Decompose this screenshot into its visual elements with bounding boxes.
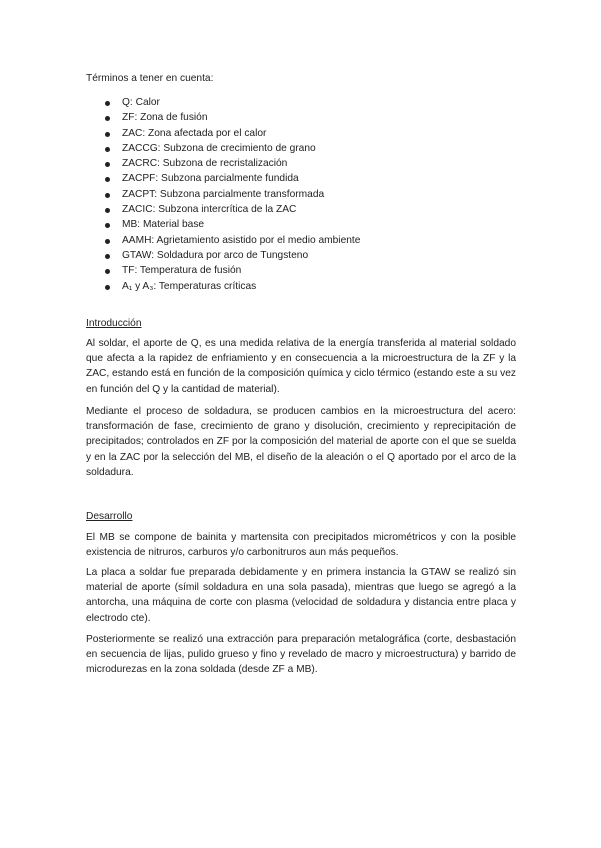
list-item: Q: Calor — [86, 95, 516, 110]
list-item: TF: Temperatura de fusión — [86, 263, 516, 278]
list-item: ZF: Zona de fusión — [86, 110, 516, 125]
section-heading-desarrollo: Desarrollo — [86, 511, 133, 522]
list-item: ZACPT: Subzona parcialmente transformada — [86, 187, 516, 202]
paragraph-introduccion-1: Al soldar, el aporte de Q, es una medida relativa de la energía transferida al material soldado que afecta a la rapidez de enfriamiento y en consecuencia a la microestructura de la ZF y la ZAC, estando está en función de la composición química y ciclo térmico (estando este a su vez en función del Q y la cantidad de material). — [86, 338, 516, 395]
bullet-icon — [105, 193, 110, 198]
paragraph-introduccion-2: Mediante el proceso de soldadura, se producen cambios en la microestructura del acero: transformación de fase, crecimiento de grano y disolución, crecimiento y reprecipitación de precipitados; controlados en ZF por la composición del material de aporte con el que se suelda y en la ZAC por la selección del MB, el diseño de la aleación o el Q aportado por el arco de la soldadura. — [86, 406, 516, 478]
list-item: AAMH: Agrietamiento asistido por el medio ambiente — [86, 233, 516, 248]
terms-title: Términos a tener en cuenta: — [86, 73, 214, 84]
bullet-icon — [105, 116, 110, 121]
bullet-icon — [105, 254, 110, 259]
list-item: ZACPF: Subzona parcialmente fundida — [86, 171, 516, 186]
bullet-icon — [105, 147, 110, 152]
paragraph-desarrollo-2: La placa a soldar fue preparada debidamente y en primera instancia la GTAW se realizó sin material de aporte (símil soldadura en una sola pasada), mientras que luego se agregó a la antorcha, una máquina de corte con plasma (velocidad de soldadura y distancia entre placa y electrodo cte). — [86, 567, 516, 624]
list-item: GTAW: Soldadura por arco de Tungsteno — [86, 248, 516, 263]
list-item: ZACCG: Subzona de crecimiento de grano — [86, 141, 516, 156]
terms-list — [86, 95, 516, 294]
bullet-icon — [105, 223, 110, 228]
list-item: ZAC: Zona afectada por el calor — [86, 126, 516, 141]
bullet-icon — [105, 269, 110, 274]
bullet-icon — [105, 177, 110, 182]
bullet-icon — [105, 132, 110, 137]
list-item: ZACIC: Subzona intercrítica de la ZAC — [86, 202, 516, 217]
list-item: MB: Material base — [86, 217, 516, 232]
list-item: A₁ y A₃: Temperaturas críticas — [86, 279, 516, 294]
bullet-icon — [105, 285, 110, 290]
bullet-icon — [105, 101, 110, 106]
bullet-icon — [105, 239, 110, 244]
paragraph-desarrollo-3: Posteriormente se realizó una extracción para preparación metalográfica (corte, desbastación en secuencia de lijas, pulido grueso y fino y revelado de macro y microestructura) y barrido de microdurezas en la zona soldada (desde ZF a MB). — [86, 634, 516, 676]
bullet-icon — [105, 208, 110, 213]
paragraph-desarrollo-1: El MB se compone de bainita y martensita con precipitados micrométricos y con la posible existencia de nitruros, carburos y/o carbonitruros aun más pequeños. — [86, 532, 516, 559]
bullet-icon — [105, 162, 110, 167]
list-item: ZACRC: Subzona de recristalización — [86, 156, 516, 171]
section-heading-introduccion: Introducción — [86, 318, 142, 329]
